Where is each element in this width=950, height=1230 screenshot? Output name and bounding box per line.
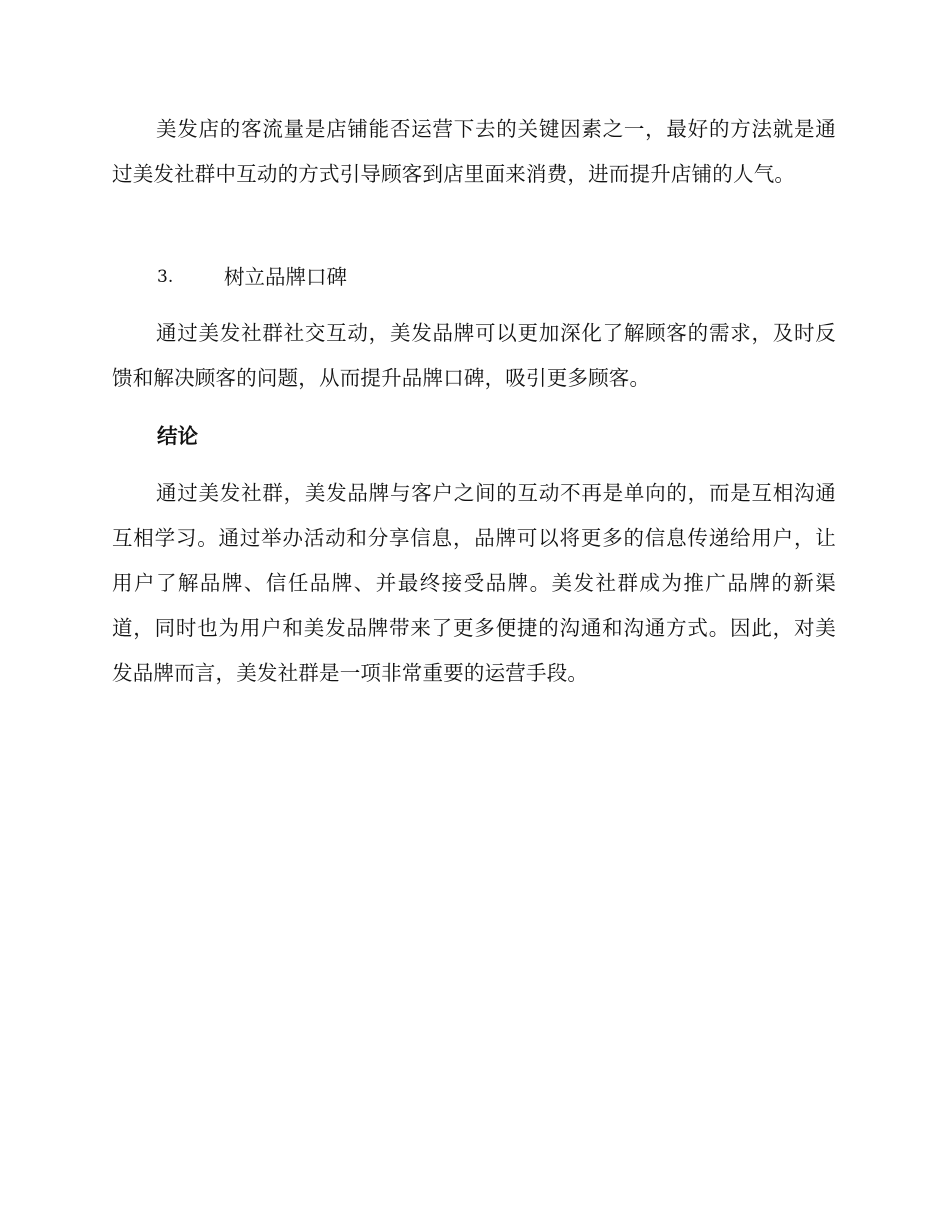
list-item-title: 树立品牌口碑: [224, 265, 347, 289]
list-number: 3.: [157, 267, 174, 287]
paragraph-social-interaction: [112, 311, 836, 401]
paragraph-conclusion: [112, 471, 836, 696]
paragraph-text: 通过美发社群，美发品牌与客户之间的互动不再是单向的，而是互相沟通互相学习。通过举办活动和分享信息，品牌可以将更多的信息传递给用户，让用户了解品牌、信任品牌、并最终接受品牌。美发社群成为推广品牌的新渠道，同时也为用户和美发品牌带来了更多便捷的沟通和沟通方式。因此，对美发品牌而言，美发社群是一项非常重要的运营手段。: [112, 481, 836, 685]
paragraph-customer-flow: [112, 107, 836, 197]
paragraph-text: 美发店的客流量是店铺能否运营下去的关键因素之一，最好的方法就是通过美发社群中互动的方式引导顾客到店里面来消费，进而提升店铺的人气。: [112, 117, 836, 186]
paragraph-text: 通过美发社群社交互动，美发品牌可以更加深化了解顾客的需求，及时反馈和解决顾客的问题，从而提升品牌口碑，吸引更多顾客。: [112, 321, 836, 390]
conclusion-heading: 结论: [157, 424, 198, 448]
